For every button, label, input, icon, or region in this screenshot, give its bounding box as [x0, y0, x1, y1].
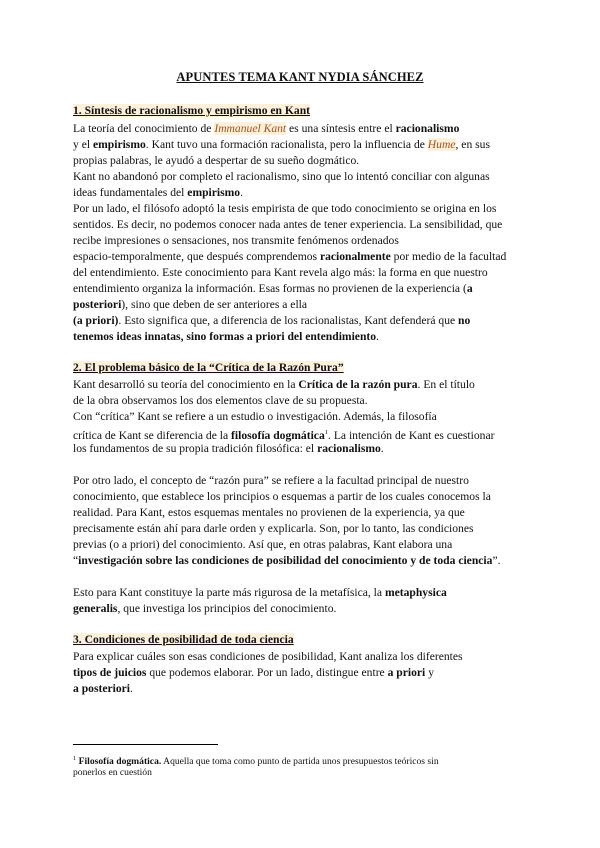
s2-line-5: los fundamentos de su propia tradición filosófica: el racionalismo.	[73, 442, 384, 455]
s1-line-9: espacio-temporalmente, que después comprendemos racionalmente por medio de la facultad	[73, 250, 507, 263]
footnote-line-2: ponerlos en cuestión	[73, 767, 152, 778]
s2-p2-line-1: Por otro lado, el concepto de “razón pura” se refiere a la facultad principal de nuestro	[73, 474, 469, 487]
s2-p3-line-2: generalis, que investiga los principios del conocimiento.	[73, 602, 337, 615]
s1-line-6: Por un lado, el filósofo adoptó la tesis empirista de que todo conocimiento se origina en los	[73, 202, 497, 215]
section-2-heading: 2. El problema básico de la “Crítica de la Razón Pura”	[73, 361, 344, 374]
s2-line-4: crítica de Kant se diferencia de la filosofía dogmática$^1$. La intención de Kant es cuestionar	[73, 428, 495, 442]
s3-line-1: Para explicar cuáles son esas condiciones de posibilidad, Kant analiza los diferentes	[73, 650, 463, 663]
s2-p3-line-1: Esto para Kant constituye la parte más rigurosa de la metafísica, la metaphysica	[73, 586, 447, 599]
s1-line-14: tenemos ideas innatas, sino formas a priori del entendimiento.	[73, 330, 379, 343]
footnote-line-1: $^1$ Filosofía dogmática. Aquella que toma como punto de partida unos presupuestos teóricos sin	[73, 755, 439, 768]
section-3-heading: 3. Condiciones de posibilidad de toda ciencia	[73, 633, 294, 646]
s1-line-13: (a priori). Esto significa que, a diferencia de los racionalistas, Kant defenderá que no	[73, 314, 471, 327]
s2-line-3: Con “crítica” Kant se refiere a un estudio o investigación. Además, la filosofía	[73, 410, 437, 423]
s1-line-4: Kant no abandonó por completo el racionalismo, sino que lo intentó conciliar con algunas	[73, 170, 490, 183]
footnote-divider	[73, 744, 218, 745]
s1-line-1: La teoría del conocimiento de Immanuel Kant es una síntesis entre el racionalismo	[73, 122, 460, 135]
kant-name-link: Immanuel Kant	[214, 122, 287, 135]
hume-name-link: Hume	[427, 138, 456, 151]
s2-line-2: de la obra observamos los dos elementos clave de su propuesta.	[73, 394, 368, 407]
s1-line-11: entendimiento organiza la información. Esas formas no provienen de la experiencia (a	[73, 282, 473, 295]
s1-line-10: del entendimiento. Este conocimiento para Kant revela algo más: la forma en que nuestro	[73, 266, 488, 279]
s3-line-2: tipos de juicios que podemos elaborar. Por un lado, distingue entre a priori y	[73, 666, 434, 679]
s2-p2-line-4: precisamente están ahí para darle orden y explicarla. Son, por lo tanto, las condiciones	[73, 522, 474, 535]
s1-line-5: ideas fundamentales del empirismo.	[73, 186, 244, 199]
footnote-ref: 1	[324, 429, 329, 436]
s2-p2-line-5: previas (o a priori) del conocimiento. Así que, en otras palabras, Kant elabora una	[73, 538, 453, 551]
s2-p2-line-6: “investigación sobre las condiciones de posibilidad del conocimiento y de toda ciencia”.	[73, 554, 501, 567]
s2-line-1: Kant desarrolló su teoría del conocimiento en la Crítica de la razón pura. En el título	[73, 378, 475, 391]
s1-line-7: sentidos. Es decir, no podemos conocer nada antes de tener experiencia. La sensibilidad, que	[73, 218, 503, 231]
s1-line-8: recibe impresiones o sensaciones, nos transmite fenómenos ordenados	[73, 234, 399, 247]
s1-line-12: posteriori), sino que deben de ser anteriores a ella	[73, 298, 308, 311]
s1-line-2: y el empirismo. Kant tuvo una formación racionalista, pero la influencia de Hume, en sus	[73, 138, 490, 151]
section-1-heading: 1. Síntesis de racionalismo y empirismo en Kant	[73, 104, 311, 117]
s2-p2-line-3: realidad. Para Kant, estos esquemas mentales no provienen de la experiencia, ya que	[73, 506, 465, 519]
s2-p2-line-2: conocimiento, que establece los principios o esquemas a partir de los cuales conocemos la	[73, 490, 491, 503]
s1-line-3: propias palabras, le ayudó a despertar de su sueño dogmático.	[73, 154, 360, 167]
document-title: APUNTES TEMA KANT NYDIA SÁNCHEZ	[176, 70, 424, 84]
s3-line-3: a posteriori.	[73, 682, 133, 695]
